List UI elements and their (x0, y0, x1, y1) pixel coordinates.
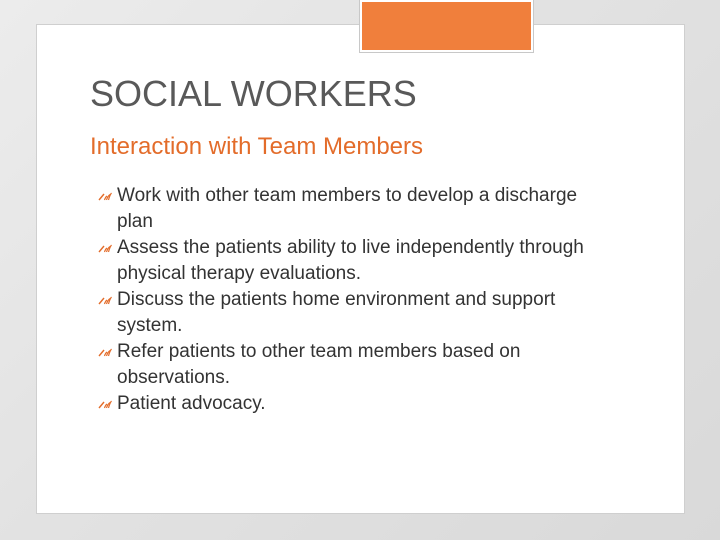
bullet-text: Refer patients to other team members based on observations. (117, 341, 521, 388)
signal-waves-icon (98, 347, 112, 357)
bullet-item (98, 183, 598, 235)
signal-waves-icon (98, 191, 112, 201)
signal-waves-icon (98, 399, 112, 409)
bullet-item (98, 235, 598, 287)
bullet-text: Work with other team members to develop a discharge plan (117, 185, 578, 232)
bullet-text: Patient advocacy. (117, 393, 266, 414)
accent-block (360, 0, 533, 52)
bullet-item (98, 339, 598, 391)
slide-title: SOCIAL WORKERS (90, 73, 417, 114)
signal-waves-icon (98, 243, 112, 253)
bullet-text: Discuss the patients home environment and support system. (117, 289, 556, 336)
signal-waves-icon (98, 295, 112, 305)
bullet-list (98, 183, 598, 417)
slide-subtitle: Interaction with Team Members (90, 133, 424, 160)
bullet-item (98, 391, 598, 417)
bullet-text: Assess the patients ability to live independently through physical therapy evaluations. (117, 237, 584, 284)
bullet-item (98, 287, 598, 339)
